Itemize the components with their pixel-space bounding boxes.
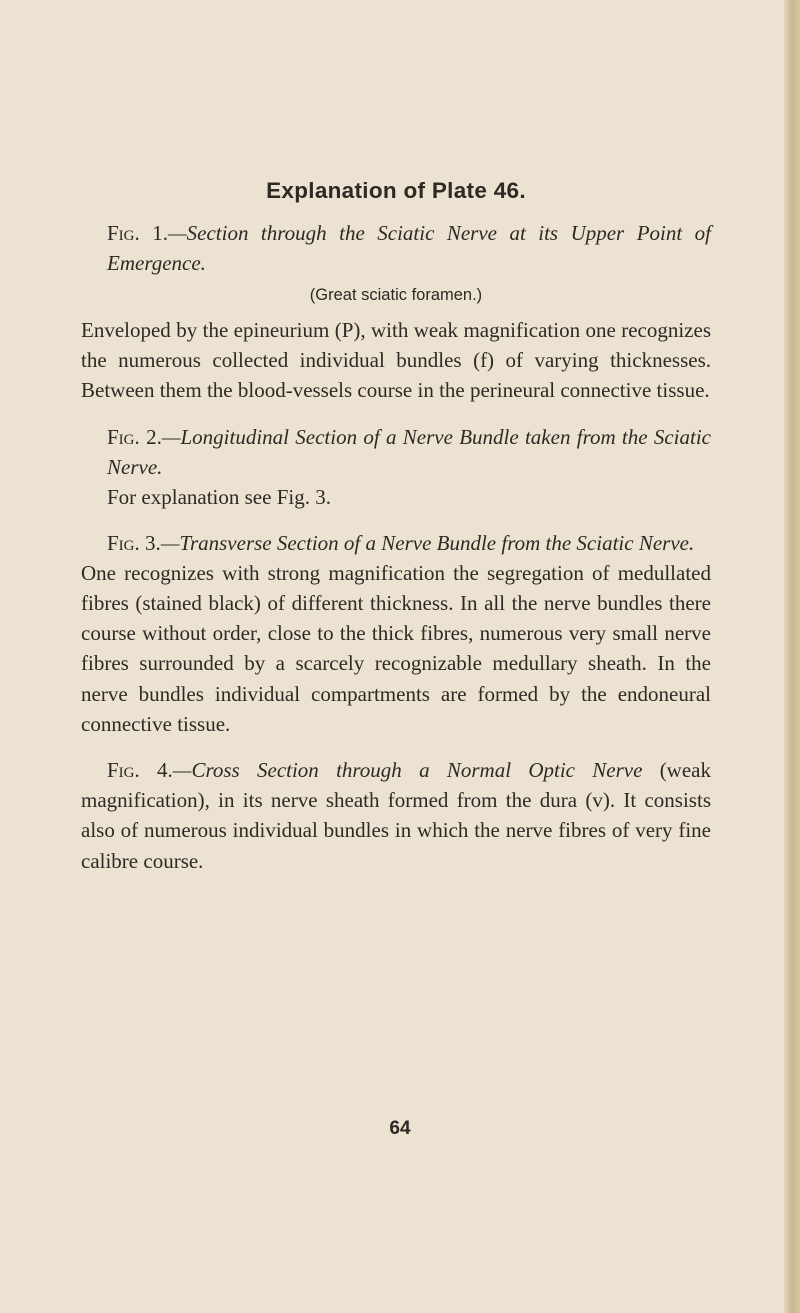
figure-4-number: 4. [157, 758, 173, 783]
figure-3-number: 3. [145, 530, 161, 555]
figure-1-number: 1. [152, 221, 168, 245]
page-content [81, 178, 711, 892]
figure-4-paragraph [81, 755, 711, 876]
figure-3-heading [81, 528, 711, 558]
figure-4-block [81, 755, 711, 876]
figure-4-title: —Cross Section through a Normal Optic Nerve [172, 758, 643, 783]
figure-2-label: Fig. [107, 424, 140, 449]
figure-2-title: —Longitudinal Section of a Nerve Bundle taken from the Sciatic Nerve. [107, 424, 712, 479]
page-number: 64 [389, 1118, 411, 1139]
figure-4-text: (weak magnification), in its nerve sheath formed from the dura (v). It consists also of numerous individual bundles in which the nerve fibres of very fine calibre course. [81, 758, 711, 873]
figure-3-text: One recognizes with strong magnification the segregation of medullated fibres (stained black) of different thickness. In all the nerve bundles there course without order, close to the thick fibres, numerous very small nerve fibres surrounded by a scarcely recognizable medullary sheath. In the nerve bundles individual compartments are formed by the endoneural connective tissue. [81, 560, 711, 736]
figure-1-heading [81, 218, 711, 278]
figure-2-block [81, 422, 711, 512]
figure-4-label: Fig. [107, 758, 140, 783]
figure-2-text: For explanation see Fig. 3. [107, 484, 331, 509]
page-edge [784, 0, 800, 1313]
figure-1-subtitle: (Great sciatic foramen.) [309, 286, 483, 304]
figure-2-heading [81, 422, 711, 482]
figure-1-block [81, 218, 711, 406]
figure-1-label: Fig. [107, 221, 140, 245]
figure-3-block [81, 528, 711, 739]
plate-title: Explanation of Plate 46. [266, 178, 526, 203]
figure-3-title: —Transverse Section of a Nerve Bundle from the Sciatic Nerve. [160, 530, 695, 555]
figure-1-text: Enveloped by the epineurium (P), with weak magnification one recognizes the numerous collected individual bundles (f) of varying thicknesses. Between them the blood-vessels course in the perineural connective tissue. [81, 318, 711, 403]
figure-3-label: Fig. [107, 530, 140, 555]
figure-1-title: —Section through the Sciatic Nerve at its Upper Point of Emergence. [107, 221, 711, 275]
figure-2-number: 2. [146, 424, 162, 449]
